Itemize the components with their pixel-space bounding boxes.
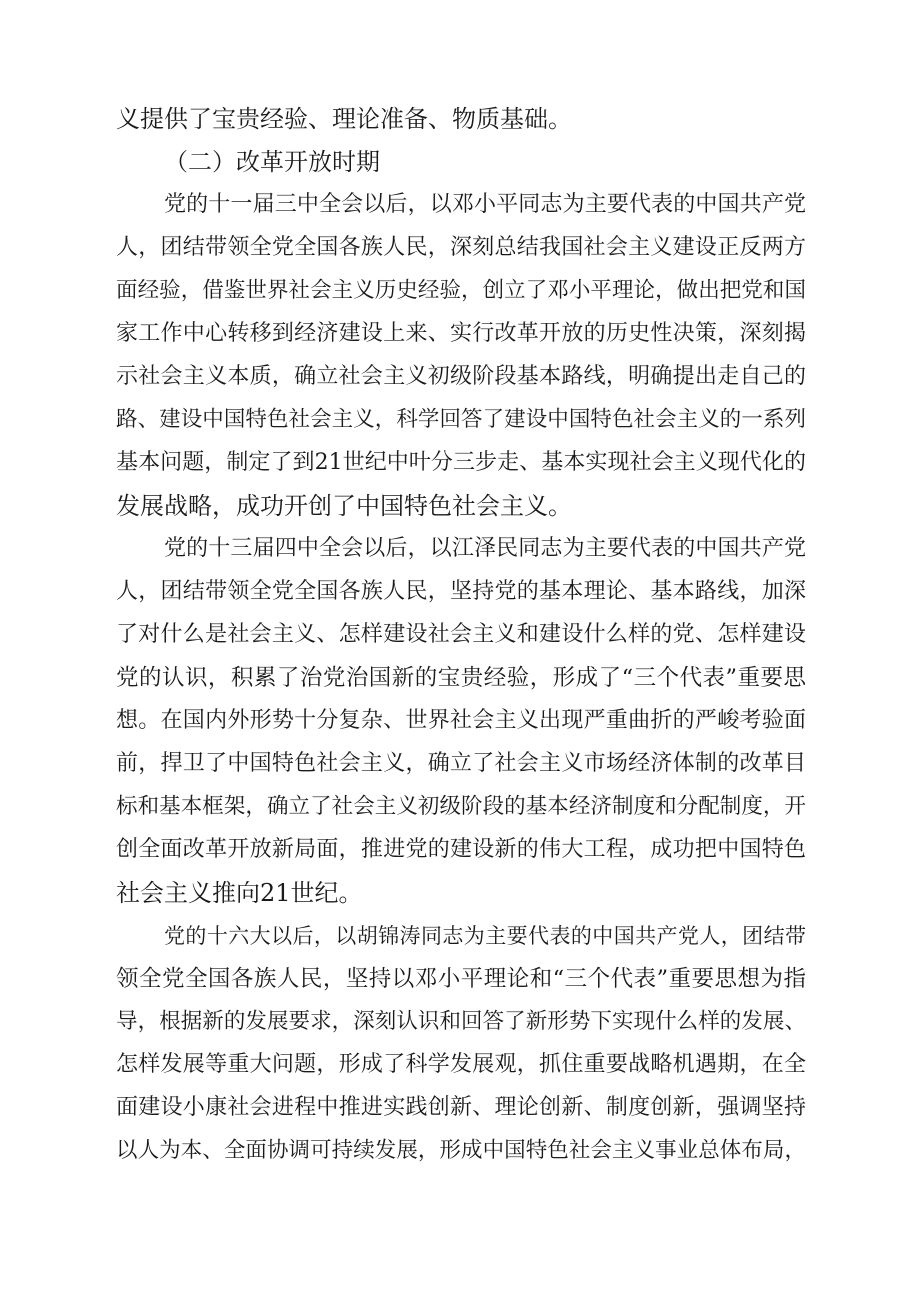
text-line: 家工作中心转移到经济建设上来、实行改革开放的历史性决策，深刻揭 — [116, 321, 806, 346]
section-heading: （二）改革开放时期 — [164, 148, 380, 176]
text-line: 示社会主义本质，确立社会主义初级阶段基本路线，明确提出走自己的 — [116, 364, 806, 389]
paragraph-first-line: 党的十六大以后，以胡锦涛同志为主要代表的中国共产党人，团结带 — [164, 924, 806, 948]
text-line: 创全面改革开放新局面，推进党的建设新的伟大工程，成功把中国特色 — [116, 837, 806, 862]
text-line: 怎样发展等重大问题，形成了科学发展观，抓住重要战略机遇期，在全 — [116, 1052, 806, 1077]
text-line: 面经验，借鉴世界社会主义历史经验，创立了邓小平理论，做出把党和国 — [116, 278, 806, 303]
text-line: 路、建设中国特色社会主义，科学回答了建设中国特色社会主义的一系列 — [116, 407, 806, 432]
text-line: 标和基本框架，确立了社会主义初级阶段的基本经济制度和分配制度，开 — [116, 794, 806, 819]
text-line: 导，根据新的发展要求，深刻认识和回答了新形势下实现什么样的发展、 — [116, 1009, 806, 1034]
text-line: 社会主义推向21世纪。 — [116, 879, 363, 907]
text-line: 领全党全国各族人民，坚持以邓小平理论和“三个代表”重要思想为指 — [116, 966, 806, 992]
text-line: 前，捍卫了中国特色社会主义，确立了社会主义市场经济体制的改革目 — [116, 751, 806, 776]
text-line: 面建设小康社会进程中推进实践创新、理论创新、制度创新，强调坚持 — [116, 1095, 806, 1120]
text-line: 党的认识，积累了治党治国新的宝贵经验，形成了“三个代表”重要思 — [116, 665, 806, 691]
text-line: 基本问题，制定了到21世纪中叶分三步走、基本实现社会主义现代化的 — [116, 450, 806, 475]
text-line: 以人为本、全面协调可持续发展，形成中国特色社会主义事业总体布局， — [116, 1138, 806, 1163]
text-line: 义提供了宝贵经验、理论准备、物质基础。 — [116, 105, 572, 133]
paragraph-first-line: 党的十一届三中全会以后，以邓小平同志为主要代表的中国共产党 — [164, 192, 806, 217]
text-line: 人，团结带领全党全国各族人民，深刻总结我国社会主义建设正反两方 — [116, 235, 806, 260]
text-line: 人，团结带领全党全国各族人民，坚持党的基本理论、基本路线，加深 — [116, 579, 806, 604]
paragraph-first-line: 党的十三届四中全会以后，以江泽民同志为主要代表的中国共产党 — [164, 536, 806, 561]
text-line: 发展战略，成功开创了中国特色社会主义。 — [116, 492, 572, 520]
text-line: 想。在国内外形势十分复杂、世界社会主义出现严重曲折的严峻考验面 — [116, 708, 806, 733]
text-line: 了对什么是社会主义、怎样建设社会主义和建设什么样的党、怎样建设 — [116, 622, 806, 647]
